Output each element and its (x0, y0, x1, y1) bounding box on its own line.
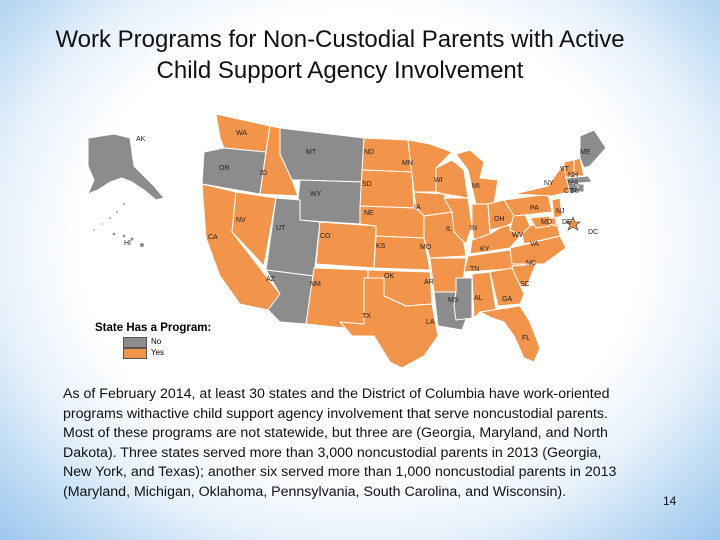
slide-title: Work Programs for Non-Custodial Parents with Active Child Support Agency Involvement (55, 26, 625, 84)
label-ga: GA (502, 296, 513, 303)
legend-item-yes (123, 348, 211, 359)
label-va: VA (530, 241, 539, 248)
label-ok: OK (384, 273, 395, 280)
label-ct: CT (564, 188, 574, 195)
label-ut: UT (276, 225, 286, 232)
map-legend (95, 322, 211, 359)
label-wv: WV (512, 232, 524, 239)
label-ri: RI (572, 188, 579, 195)
label-fl: FL (522, 335, 531, 342)
label-nc: NC (526, 260, 537, 267)
state-ak-island (101, 223, 103, 225)
label-id: ID (260, 170, 267, 177)
state-ak-island (123, 203, 126, 206)
label-dc: DC (588, 229, 599, 236)
state-nm (306, 268, 368, 330)
legend-label-yes: Yes (151, 348, 165, 357)
label-ms: MS (448, 297, 459, 304)
label-ca: CA (208, 234, 218, 241)
label-vt: VT (560, 166, 569, 173)
label-in: IN (470, 225, 477, 232)
label-mo: MO (420, 244, 432, 251)
legend-title: State Has a Program: (95, 322, 212, 334)
state-ak-island (93, 229, 95, 231)
label-mn: MN (402, 160, 413, 167)
label-tn: TN (470, 266, 480, 273)
state-hi-island (112, 232, 116, 236)
label-mt: MT (306, 149, 317, 156)
label-ak: AK (136, 136, 146, 143)
label-wa: WA (236, 130, 248, 137)
label-nm: NM (310, 281, 321, 288)
label-az: AZ (266, 276, 275, 283)
label-mi: MI (472, 183, 480, 190)
label-oh: OH (494, 216, 505, 223)
label-ky: KY (480, 246, 490, 253)
label-sc: SC (520, 281, 530, 288)
label-ks: KS (376, 243, 386, 250)
state-ak-island (109, 217, 112, 220)
state-ks (374, 236, 430, 270)
label-ne: NE (364, 210, 374, 217)
label-wi: WI (434, 177, 443, 184)
state-hi-island (122, 234, 126, 238)
label-nh: NH (568, 172, 579, 179)
label-ar: AR (424, 279, 434, 286)
label-md: MD (541, 219, 552, 226)
label-il: IL (446, 226, 452, 233)
label-nv: NV (236, 217, 246, 224)
label-tx: TX (362, 313, 371, 320)
legend-label-no: No (151, 337, 162, 346)
label-or: OR (219, 165, 230, 172)
legend-swatch-yes (123, 348, 147, 359)
label-wy: WY (310, 191, 322, 198)
label-al: AL (474, 295, 483, 302)
legend-swatch-no (123, 337, 147, 348)
label-la: LA (426, 319, 435, 326)
state-ak-island (116, 211, 119, 214)
label-hi: HI (124, 240, 131, 247)
label-nd: ND (364, 149, 375, 156)
state-fl (480, 306, 540, 362)
body-paragraph: As of February 2014, at least 30 states and the District of Columbia have work-oriented programs withactive child support agency involvement that serve noncustodial parents. Most of these programs are not statewide, but three are (Georgia, Maryland, and North Dakota). Three states served more than 3,000 noncustodial parents in 2013 (Georgia, New York, and Texas); another six served more than 1,000 noncustodial parents in 2013 (Maryland, Michigan, Oklahoma, Pennsylvania, South Carolina, and Wisconsin). (63, 386, 617, 500)
state-sd (360, 170, 414, 208)
label-ma: MA (568, 180, 579, 187)
state-ak (88, 134, 164, 200)
label-pa: PA (530, 205, 539, 212)
label-ia: IA (414, 204, 421, 211)
state-co (316, 222, 376, 268)
state-wy (296, 180, 362, 224)
label-de: DE (562, 219, 572, 226)
label-nj: NJ (556, 208, 565, 215)
label-co: CO (320, 233, 331, 240)
legend-item-no (123, 337, 211, 348)
page-number: 14 (663, 494, 677, 508)
label-sd: SD (362, 181, 372, 188)
state-mt (280, 128, 364, 182)
label-ny: NY (544, 180, 554, 187)
label-me: ME (580, 149, 591, 156)
state-hi-island (139, 242, 144, 247)
